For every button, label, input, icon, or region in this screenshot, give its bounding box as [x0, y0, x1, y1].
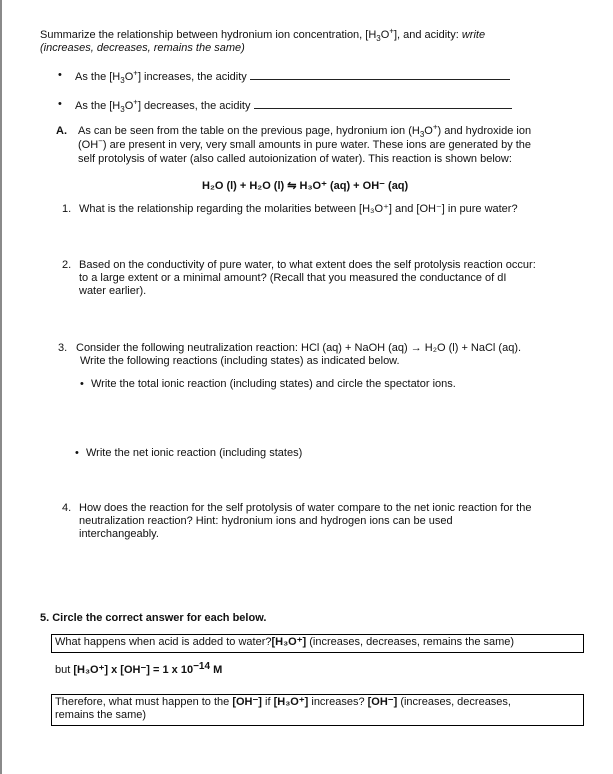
box1-choices[interactable]: (increases, decreases, remains the same) [306, 636, 515, 648]
intro-choices: (increases, decreases, remains the same) [40, 42, 245, 54]
q2-line-1: Based on the conductivity of pure water, to what extent does the self protolysis reaction occur: [79, 259, 536, 271]
section-a-line-2: (OH−) are present in very, very small amounts in pure water. These ions are generated by the [78, 136, 532, 151]
q3-line-1: Consider the following neutralization reaction: HCl (aq) + NaOH (aq) → H₂O (l) + NaCl (aq). [76, 342, 522, 354]
bullet-text-end: ] increases, the acidity [137, 71, 247, 83]
kw-exponent: −14 [193, 661, 211, 672]
section-a-text: (OH [78, 139, 99, 151]
acid-question-box [51, 634, 584, 653]
intro-italic: write [461, 29, 486, 41]
q1-text: What is the relationship regarding the molarities between [H₃O⁺] and [OH⁻] in pure water? [79, 203, 518, 215]
q3-number: 3. [58, 342, 68, 354]
box2-bold: [OH⁻] [367, 696, 398, 708]
q1-number: 1. [62, 203, 72, 215]
intro-text: Summarize the relationship between hydronium ion concentration, [H [40, 29, 377, 41]
box2-line-1 [55, 696, 580, 709]
bullet-item-decreases: As the $[H_3O^+]$ decreases, the acidity [75, 98, 512, 113]
answer-blank-2[interactable] [254, 98, 512, 109]
q5-title: 5. Circle the correct answer for each below. [40, 612, 267, 624]
section-a-label: A. [56, 125, 67, 137]
bullet-icon: • [58, 98, 62, 110]
bullet-item-increases: As the $[H_3O^+]$ increases, the acidity [75, 69, 510, 84]
hydroxide-question-box [51, 694, 584, 726]
kw-unit: M [210, 664, 223, 676]
q2-line-2: to a large extent or a minimal amount? (Recall that you measured the conductance of dI [79, 272, 507, 284]
section-a-text-end: ) and hydroxide ion [437, 125, 532, 137]
section-a-text-end: ) are present in very, very small amounts in pure water. These ions are generated by the [102, 139, 532, 151]
box2-bold: [H₃O⁺] [273, 696, 309, 708]
intro-text-end: ], and acidity: [393, 29, 462, 41]
q2-number: 2. [62, 259, 72, 271]
bullet-text-end: ] decreases, the acidity [137, 100, 251, 112]
q4-line-3: interchangeably. [79, 528, 159, 540]
box2-text: Therefore, what must happen to the [55, 696, 233, 708]
intro-line-1: Summarize the relationship between hydronium ion concentration, $[H_3O^+]$, and acidity: write [40, 26, 486, 44]
q3-sub-total-ionic: Write the total ionic reaction (including states) and circle the spectator ions. [91, 378, 456, 390]
bullet-icon: • [58, 69, 62, 81]
kw-start: but [55, 664, 74, 676]
box1-text: What happens when acid is added to water? [55, 636, 272, 648]
answer-blank-1[interactable] [250, 69, 510, 80]
box2-line-2[interactable]: remains the same) [55, 709, 147, 721]
autoionization-equation: H₂O (l) + H₂O (l) ⇋ H₃O⁺ (aq) + OH⁻ (aq) [202, 180, 409, 192]
section-a-text: As can be seen from the table on the previous page, hydronium ion (H [78, 125, 420, 137]
bullet-icon: • [75, 447, 79, 459]
box2-bold: [OH⁻] [232, 696, 262, 708]
box2-choices[interactable]: (increases, decreases, [397, 696, 511, 708]
intro-text-o: O [380, 29, 390, 41]
bullet-text: As the [H [75, 100, 121, 112]
bullet-icon: • [80, 378, 84, 390]
kw-expression: [H₃O⁺] x [OH⁻] = 1 x 10 [73, 664, 194, 676]
box2-text: increases? [308, 696, 368, 708]
kw-line [55, 661, 223, 677]
q3-sub-net-ionic: Write the net ionic reaction (including states) [86, 447, 303, 459]
q4-number: 4. [62, 502, 72, 514]
q4-line-1: How does the reaction for the self protolysis of water compare to the net ionic reaction for the [79, 502, 532, 514]
intro-line-2 [40, 42, 245, 55]
q3-line-2: Write the following reactions (including states) as indicated below. [80, 355, 400, 367]
box2-text: if [261, 696, 274, 708]
section-a-line-1: As can be seen from the table on the previous page, hydronium ion $(H_3O^+)$ and hydroxide ion [78, 122, 532, 140]
section-a-line-3: self protolysis of water (also called autoionization of water). This reaction is shown below: [78, 153, 512, 165]
box1-bold: [H₃O⁺] [271, 636, 307, 648]
q2-line-3: water earlier). [79, 285, 147, 297]
bullet-text: As the [H [75, 71, 121, 83]
q4-line-2: neutralization reaction? Hint: hydronium ions and hydrogen ions can be used [79, 515, 453, 527]
